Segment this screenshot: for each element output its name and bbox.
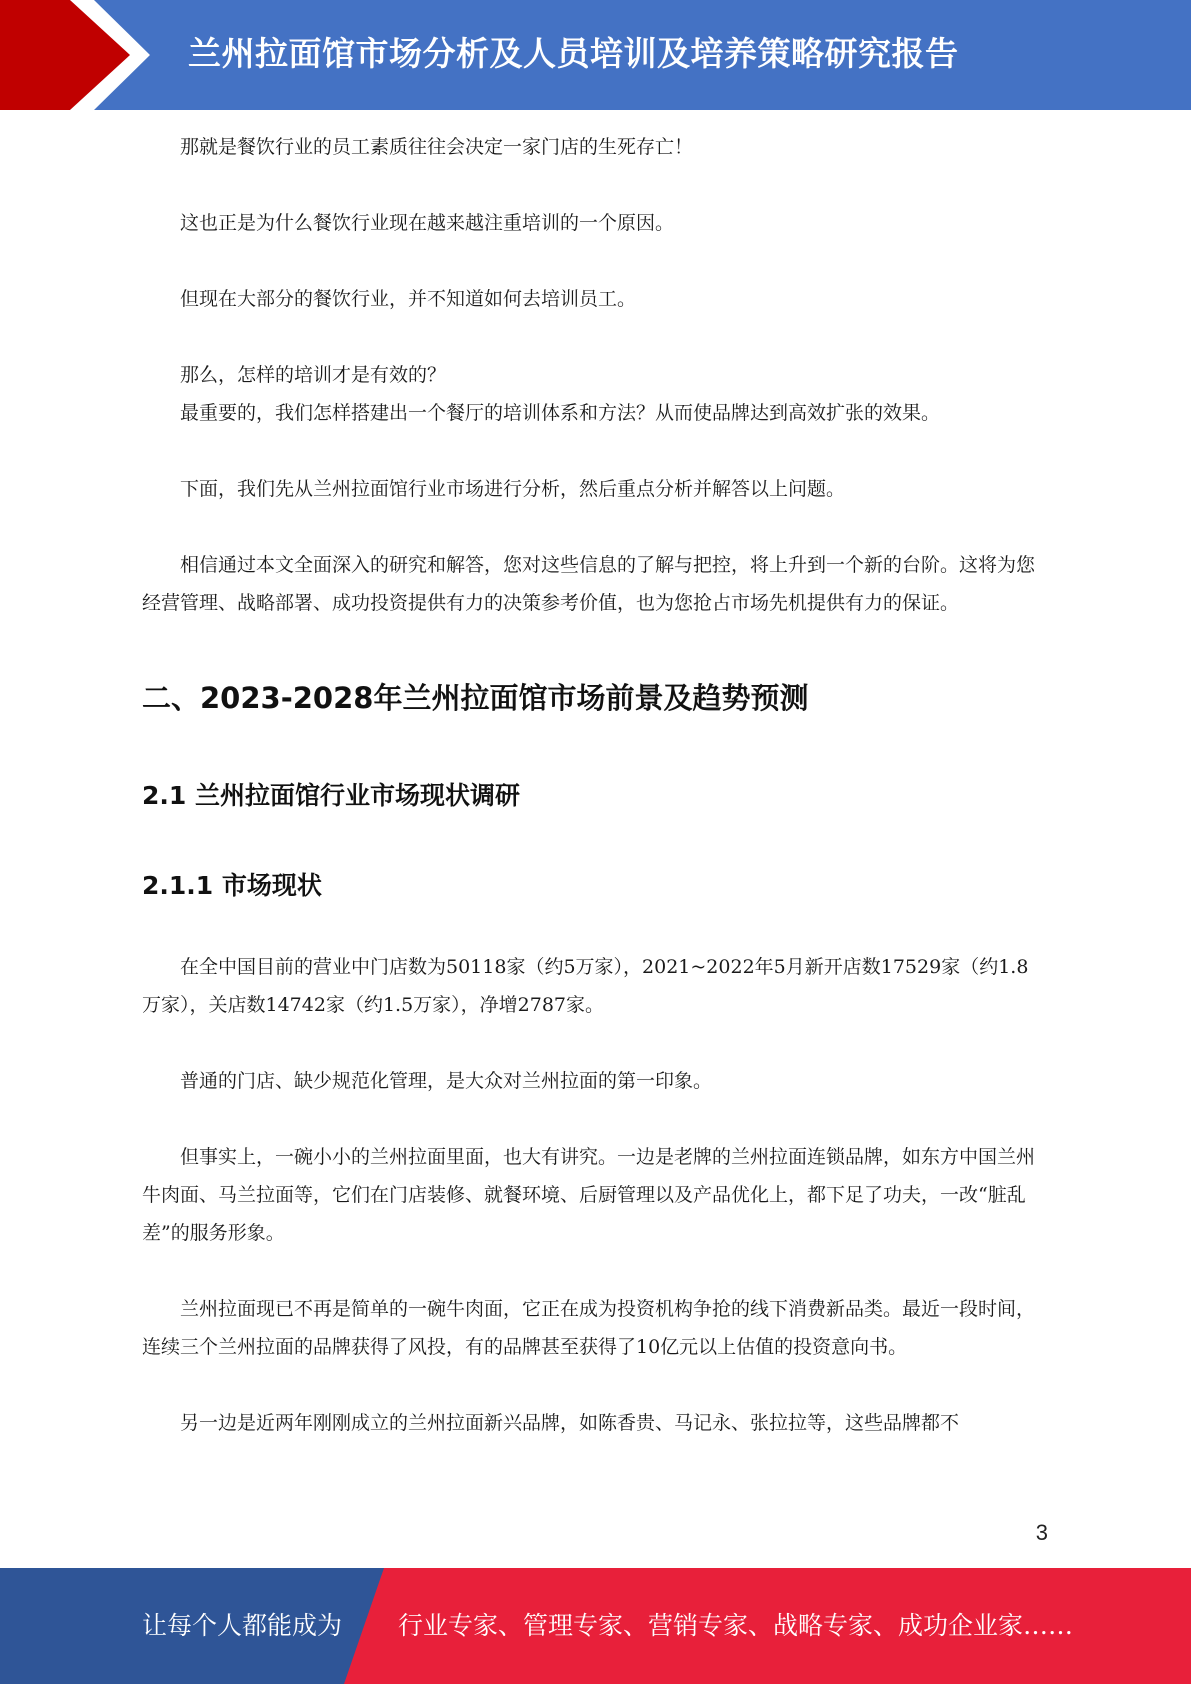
paragraph: 那么，怎样的培训才是有效的？ [180, 364, 447, 386]
paragraph: 普通的门店、缺少规范化管理，是大众对兰州拉面的第一印象。 [180, 1070, 713, 1092]
section-heading: 二、2023-2028年兰州拉面馆市场前景及趋势预测 [142, 681, 809, 715]
page-footer [0, 1568, 1191, 1684]
page-number: 3 [1035, 1520, 1048, 1545]
paragraph: 最重要的，我们怎样搭建出一个餐厅的培训体系和方法？从而使品牌达到高效扩张的效果。 [180, 402, 941, 424]
page-header [0, 0, 1191, 110]
paragraph: 相信通过本文全面深入的研究和解答，您对这些信息的了解与把控，将上升到一个新的台阶。这将为您经营管理、战略部署、成功投资提供有力的决策参考价值，也为您抢占市场先机提供有力的保证。 [142, 554, 1036, 614]
paragraph: 下面，我们先从兰州拉面馆行业市场进行分析，然后重点分析并解答以上问题。 [180, 478, 846, 500]
paragraph: 这也正是为什么餐饮行业现在越来越注重培训的一个原因。 [180, 212, 675, 234]
paragraph: 但事实上，一碗小小的兰州拉面里面，也大有讲究。一边是老牌的兰州拉面连锁品牌，如东方中国兰州牛肉面、马兰拉面等，它们在门店装修、就餐环境、后厨管理以及产品优化上，都下足了功夫，一改“脏乱差”的服务形象。 [142, 1146, 1036, 1244]
paragraph: 那就是餐饮行业的员工素质往往会决定一家门店的生死存亡！ [180, 136, 694, 158]
footer-slogan-right: 行业专家、管理专家、营销专家、战略专家、成功企业家…… [398, 1611, 1074, 1640]
paragraph: 但现在大部分的餐饮行业，并不知道如何去培训员工。 [180, 288, 637, 310]
paragraph: 兰州拉面现已不再是简单的一碗牛肉面，它正在成为投资机构争抢的线下消费新品类。最近一段时间，连续三个兰州拉面的品牌获得了风投，有的品牌甚至获得了10亿元以上估值的投资意向书。 [142, 1298, 1036, 1358]
subsubsection-heading: 2.1.1 市场现状 [142, 871, 322, 900]
paragraph: 另一边是近两年刚刚成立的兰州拉面新兴品牌，如陈香贵、马记永、张拉拉等，这些品牌都不 [180, 1412, 960, 1434]
footer-slogan-left: 让每个人都能成为 [142, 1611, 343, 1640]
subsection-heading: 2.1 兰州拉面馆行业市场现状调研 [142, 781, 520, 810]
paragraph: 在全中国目前的营业中门店数为50118家（约5万家），2021~2022年5月新开店数17529家（约1.8万家），关店数14742家（约1.5万家），净增2787家。 [142, 956, 1029, 1016]
document-body [142, 128, 1047, 1480]
report-title: 兰州拉面馆市场分析及人员培训及培养策略研究报告 [188, 34, 959, 73]
